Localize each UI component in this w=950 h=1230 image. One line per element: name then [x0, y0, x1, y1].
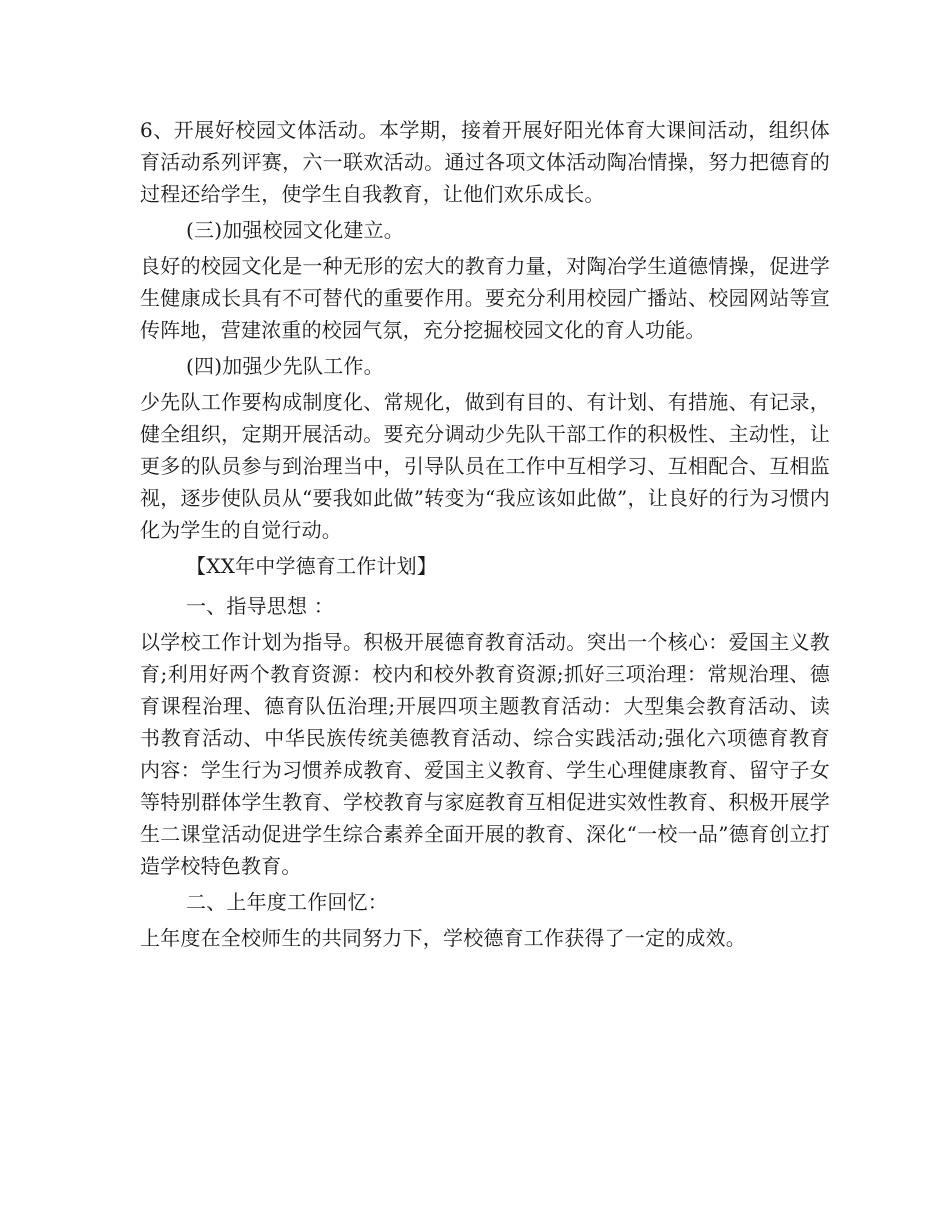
heading-young-pioneers: (四)加强少先队工作。 [186, 354, 384, 378]
heading-plan-title: 【XX年中学德育工作计划】 [186, 554, 438, 578]
paragraph-campus-culture: 良好的校园文化是一种无形的宏大的教育力量，对陶冶学生道德情操，促进学生健康成长具有不可替代的重要作用。要充分利用校园广播站、校园网站等宣传阵地，营建浓重的校园气氛，充分挖掘校园文化的育人功能。 [140, 254, 830, 342]
paragraph-campus-activities: 6、开展好校园文体活动。本学期，接着开展好阳光体育大课间活动，组织体育活动系列评赛，六一联欢活动。通过各项文体活动陶冶情操，努力把德育的过程还给学生，使学生自我教育，让他们欢乐成长。 [140, 118, 830, 206]
heading-guiding-ideology: 一、指导思想 ： [186, 594, 334, 618]
paragraph-young-pioneers: 少先队工作要构成制度化、常规化，做到有目的、有计划、有措施、有记录，健全组织，定期开展活动。要充分调动少先队干部工作的积极性、主动性，让更多的队员参与到治理当中，引导队员在工作中互相学习、互相配合、互相监视，逐步使队员从“要我如此做”转变为“我应该如此做”，让良好的行为习惯内化为学生的自觉行动。 [140, 390, 830, 542]
paragraph-guiding-ideology: 以学校工作计划为指导。积极开展德育教育活动。突出一个核心：爱国主义教育;利用好两个教育资源：校内和校外教育资源;抓好三项治理：常规治理、德育课程治理、德育队伍治理;开展四项主题教育活动：大型集会教育活动、读书教育活动、中华民族传统美德教育活动、综合实践活动;强化六项德育教育内容：学生行为习惯养成教育、爱国主义教育、学生心理健康教育、留守子女等特别群体学生教育、学校教育与家庭教育互相促进实效性教育、积极开展学生二课堂活动促进学生综合素养全面开展的教育、深化“一校一品”德育创立打造学校特色教育。 [140, 630, 830, 878]
paragraph-last-year-review: 上年度在全校师生的共同努力下，学校德育工作获得了一定的成效。 [140, 926, 746, 950]
heading-last-year-review: 二、上年度工作回忆： [186, 890, 388, 914]
document-body [140, 114, 830, 954]
heading-campus-culture: (三)加强校园文化建立。 [186, 218, 405, 242]
